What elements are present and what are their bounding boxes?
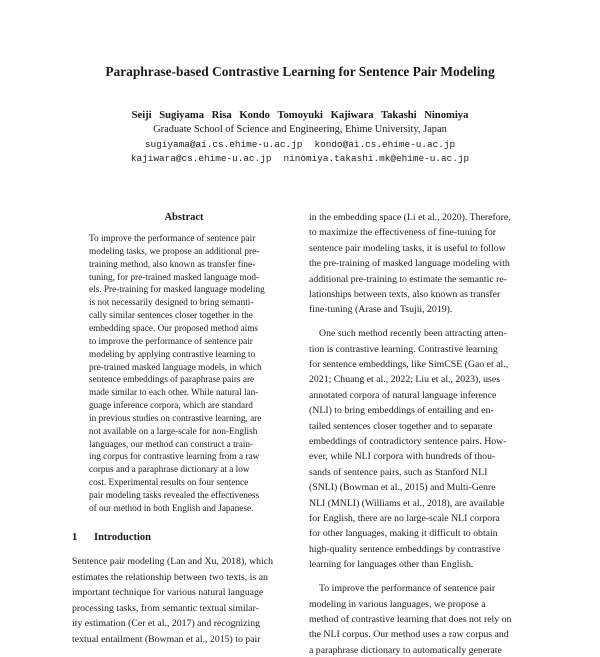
text-line: is not necessarily designed to bring semanti- bbox=[89, 298, 254, 309]
text-line: made similar to each other. While natural lan- bbox=[89, 388, 259, 399]
text-line: of our method in both English and Japanese. bbox=[89, 503, 254, 514]
text-line: tailed sentences closer together and to separate bbox=[309, 420, 493, 432]
text-line: sentence embeddings of paraphrase pairs are bbox=[89, 375, 255, 386]
text-line: sentence pair modeling tasks, it is useful to follow bbox=[309, 242, 506, 254]
section-number: 1 bbox=[72, 532, 78, 543]
abstract-heading: Abstract bbox=[164, 212, 204, 223]
text-line: method of contrastive learning that does not rely on bbox=[309, 613, 512, 625]
text-line: modeling in various languages, we propose a bbox=[309, 598, 486, 610]
author-name: Seiji Sugiyama bbox=[131, 110, 205, 121]
text-line: ing corpus for contrastive learning from a raw bbox=[89, 452, 260, 463]
email-address: ninomiya.takashi.mk@ehime-u.ac.jp bbox=[283, 153, 470, 164]
text-line: languages, our method can construct a train- bbox=[89, 439, 254, 450]
author-name: Tomoyuki Kajiwara bbox=[277, 110, 374, 121]
text-line: cost. Experimental results on four sentence bbox=[89, 478, 249, 489]
text-line: to maximize the effectiveness of fine-tuning for bbox=[309, 227, 496, 239]
text-line: textual entailment (Bowman et al., 2015) to pair bbox=[72, 633, 261, 645]
text-line: tion is contrastive learning. Contrastive learning bbox=[309, 343, 498, 355]
text-line: guage inference corpora, which are standard bbox=[89, 401, 253, 412]
paper-title: Paraphrase-based Contrastive Learning for Sentence Pair Modeling bbox=[105, 64, 495, 79]
text-line: pre-trained masked language models, in which bbox=[89, 362, 262, 373]
text-line: corpus and a paraphrase dictionary at a low bbox=[89, 465, 250, 476]
text-line: tuning, for pre-trained masked language mod- bbox=[89, 272, 260, 283]
email-address: sugiyama@ai.cs.ehime-u.ac.jp bbox=[144, 139, 303, 150]
text-line: in previous studies on contrastive learning, are bbox=[89, 413, 262, 424]
text-line: not available on a large-scale for non-English bbox=[89, 426, 258, 437]
text-line: lationships between texts, also known as transfer bbox=[309, 289, 501, 300]
section-title: Introduction bbox=[94, 532, 151, 543]
email-row bbox=[0, 153, 600, 164]
text-line: 2021; Chuang et al., 2022; Liu et al., 2023), uses bbox=[309, 374, 501, 386]
author-name: Risa Kondo bbox=[211, 110, 270, 121]
text-line: cally similar sentences closer together in the bbox=[89, 311, 253, 322]
text-line: to improve the performance of sentence pair bbox=[89, 336, 253, 347]
text-line: modeling tasks, we propose an additional pre- bbox=[89, 246, 260, 257]
text-line: training method, also known as transfer fine- bbox=[89, 259, 256, 270]
text-line: ity estimation (Cer et al., 2017) and recognizing bbox=[72, 618, 260, 629]
text-line: embedding space. Our proposed method aims bbox=[89, 323, 259, 334]
text-line: estimates the relationship between two texts, is an bbox=[72, 571, 268, 583]
text-line: for sentence embeddings, like SimCSE (Gao et al., bbox=[309, 359, 509, 371]
section-heading bbox=[72, 532, 151, 543]
text-line: for other languages, making it difficult to obtain bbox=[309, 528, 498, 540]
text-line: NLI (MNLI) (Williams et al., 2018), are available bbox=[309, 497, 505, 509]
text-line: important technique for various natural language bbox=[72, 587, 264, 598]
text-line: in the embedding space (Li et al., 2020). Therefore, bbox=[309, 212, 511, 223]
text-line: Sentence pair modeling (Lan and Xu, 2018), which bbox=[72, 556, 274, 567]
email-address: kajiwara@cs.ehime-u.ac.jp bbox=[130, 153, 272, 164]
text-line: modeling by applying contrastive learning to bbox=[89, 349, 256, 360]
text-line: To improve the performance of sentence pair bbox=[89, 234, 256, 244]
author-list bbox=[0, 110, 600, 121]
text-line: els. Pre-training for masked language modeling bbox=[89, 285, 265, 296]
text-line: processing tasks, from semantic textual similar- bbox=[72, 602, 259, 614]
text-line: a paraphrase dictionary to automatically generate bbox=[309, 644, 502, 656]
text-line: fine-tuning (Arase and Tsujii, 2019). bbox=[309, 304, 453, 316]
text-line: pair modeling tasks revealed the effectiveness bbox=[89, 491, 260, 501]
email-address: kondo@ai.cs.ehime-u.ac.jp bbox=[314, 139, 456, 150]
text-line: ever, while NLI corpora with hundreds of thou- bbox=[309, 451, 496, 463]
text-line: the pre-training of masked language modeling with bbox=[309, 258, 510, 270]
text-line: learning for languages other than English. bbox=[309, 559, 474, 571]
text-line: (SNLI) (Bowman et al., 2015) and Multi-Genre bbox=[309, 482, 496, 494]
text-line: embeddings of contradictory sentence pairs. How- bbox=[309, 436, 507, 448]
author-name: Takashi Ninomiya bbox=[381, 110, 469, 121]
text-line: To improve the performance of sentence pair bbox=[319, 583, 496, 595]
text-line: annotated corpora of natural language inference bbox=[309, 389, 497, 401]
text-line: One such method recently been attracting atten- bbox=[319, 328, 507, 340]
text-line: sands of sentence pairs, such as Stanford NLI bbox=[309, 466, 488, 478]
text-line: additional pre-training to estimate the semantic re- bbox=[309, 273, 508, 285]
text-line: (NLI) to bring embeddings of entailing and en- bbox=[309, 405, 494, 417]
affiliation: Graduate School of Science and Engineering, Ehime University, Japan bbox=[153, 124, 447, 135]
text-line: the NLI corpus. Our method uses a raw corpus and bbox=[309, 629, 509, 641]
email-row bbox=[0, 139, 600, 150]
text-line: for English, there are no large-scale NLI corpora bbox=[309, 513, 500, 525]
text-line: high-quality sentence embeddings by contrastive bbox=[309, 543, 501, 555]
